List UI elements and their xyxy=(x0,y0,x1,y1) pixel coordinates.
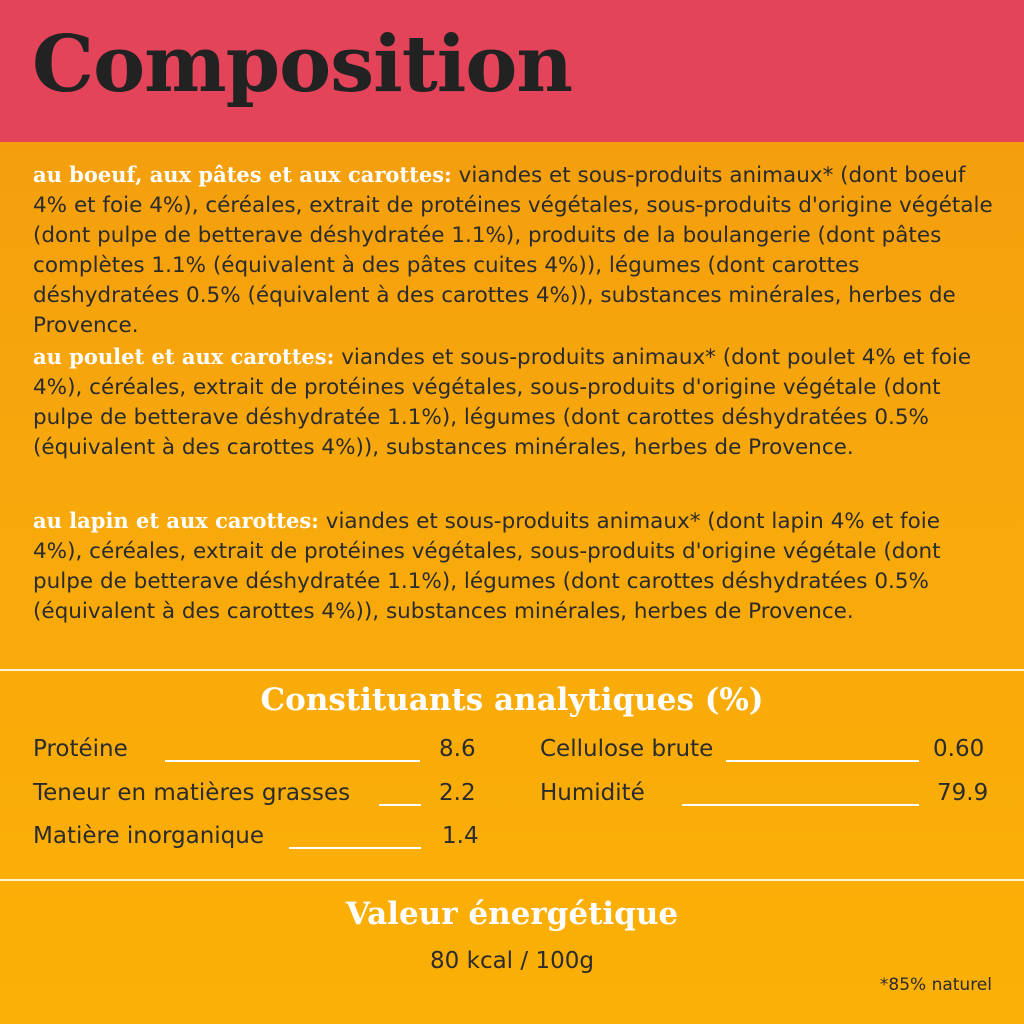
analytic-label: Protéine xyxy=(33,736,128,762)
section-divider xyxy=(0,879,1024,881)
analytic-label: Teneur en matières grasses xyxy=(33,780,351,806)
analytic-row-cellulose-brute xyxy=(540,736,992,766)
composition-lead-lapin: au lapin et aux carottes: xyxy=(33,508,319,533)
analytic-label: Cellulose brute xyxy=(540,736,714,762)
footnote: *85% naturel xyxy=(879,975,992,995)
analytic-value: 8.6 xyxy=(439,736,476,762)
analytic-row-matieres-grasses xyxy=(33,780,483,810)
analytic-value: 79.9 xyxy=(937,780,989,806)
analytic-value: 0.60 xyxy=(933,736,985,762)
leader-line xyxy=(289,847,421,849)
composition-block-lapin xyxy=(33,506,993,627)
composition-block-boeuf xyxy=(33,160,993,341)
leader-line xyxy=(726,760,919,762)
analytic-label: Humidité xyxy=(540,780,645,806)
analytic-row-matiere-inorganique xyxy=(33,823,483,853)
leader-line xyxy=(379,804,421,806)
energy-value: 80 kcal / 100g xyxy=(430,948,594,974)
composition-block-poulet xyxy=(33,342,993,463)
analytic-row-proteine xyxy=(33,736,483,766)
analytic-row-humidite xyxy=(540,780,992,810)
leader-line xyxy=(682,804,919,806)
composition-text-poulet: viandes et sous-produits animaux* (dont poulet 4% et foie 4%), céréales, extrait de protéines végétales, sous-produits d'origine végétale (dont pulpe de betterave déshydratée 1.1%), légumes (dont carottes déshydratées 0.5% (équivalent à des carottes 4%)), substances minérales, herbes de Provence. xyxy=(33,345,972,460)
section-divider xyxy=(0,669,1024,671)
energy-title: Valeur énergétique xyxy=(345,896,679,932)
composition-text-lapin: viandes et sous-produits animaux* (dont lapin 4% et foie 4%), céréales, extrait de protéines végétales, sous-produits d'origine végétale (dont pulpe de betterave déshydratée 1.1%), légumes (dont carottes déshydratées 0.5% (équivalent à des carottes 4%)), substances minérales, herbes de Provence. xyxy=(33,509,941,624)
leader-line xyxy=(165,760,420,762)
header-banner xyxy=(0,0,1024,142)
composition-lead-poulet: au poulet et aux carottes: xyxy=(33,344,335,369)
analytic-title: Constituants analytiques (%) xyxy=(260,682,764,718)
composition-text-boeuf: viandes et sous-produits animaux* (dont boeuf 4% et foie 4%), céréales, extrait de protéines végétales, sous-produits d'origine végétale (dont pulpe de betterave déshydratée 1.1%), produits de la boulangerie (dont pâtes complètes 1.1% (équivalent à des pâtes cuites 4%)), légumes (dont carottes déshydratées 0.5% (équivalent à des carottes 4%)), substances minérales, herbes de Provence. xyxy=(33,163,993,338)
analytic-value: 1.4 xyxy=(442,823,479,849)
page-title: Composition xyxy=(32,19,573,110)
composition-lead-boeuf: au boeuf, aux pâtes et aux carottes: xyxy=(33,162,452,187)
analytic-label: Matière inorganique xyxy=(33,823,264,849)
analytic-value: 2.2 xyxy=(439,780,476,806)
